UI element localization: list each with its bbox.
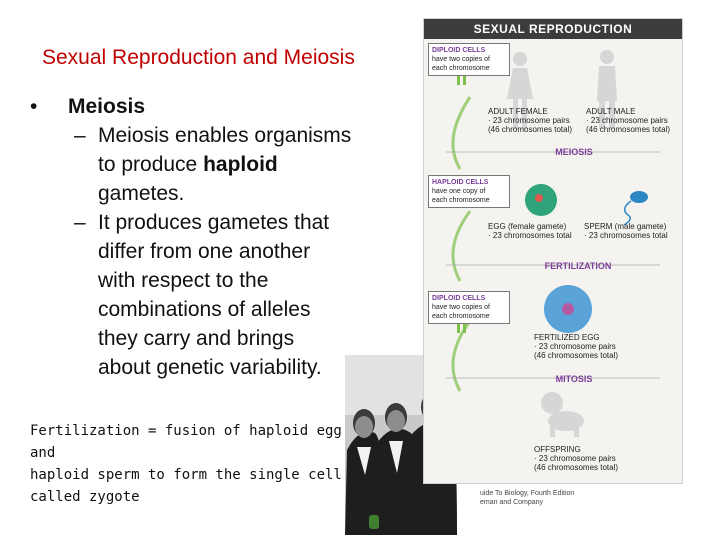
box-title: DIPLOID CELLS	[432, 295, 486, 302]
offspring-label	[534, 445, 618, 472]
box-line: each chromosome	[432, 197, 490, 204]
egg-label	[488, 222, 572, 240]
label-line: · 23 chromosome pairs	[534, 342, 616, 351]
bullet-meiosis-label: Meiosis	[68, 95, 146, 118]
sub-bullet-2-line: with respect to the	[98, 269, 269, 292]
label-title: EGG (female gamete)	[488, 222, 567, 231]
stage-mitosis: MITOSIS	[555, 374, 593, 384]
label-line: (46 chromosomes total)	[488, 125, 573, 134]
sub-bullet-1-bold: haploid	[203, 153, 278, 176]
dash-mark: –	[74, 124, 86, 147]
label-line: (46 chromosomes total)	[586, 125, 671, 134]
sub-bullet-2-line: combinations of alleles	[98, 298, 311, 321]
haploid-cells-box	[428, 175, 510, 208]
sub-bullet-1-text: to produce	[98, 153, 204, 176]
note-line: called zygote	[30, 489, 140, 505]
box-title: HAPLOID CELLS	[432, 179, 489, 186]
label-title: OFFSPRING	[534, 445, 581, 454]
sub-bullet-2-line: they carry and brings	[98, 327, 295, 350]
stage-fertilization: FERTILIZATION	[544, 261, 612, 271]
label-title: FERTILIZED EGG	[534, 333, 600, 342]
slide-title: Sexual Reproduction and Meiosis	[42, 46, 355, 69]
sperm-cell-icon	[624, 191, 648, 225]
credit-line: uide To Biology, Fourth Edition	[480, 490, 575, 497]
bullet-meiosis	[30, 92, 400, 121]
box-line: each chromosome	[432, 313, 490, 320]
sub-bullet-2-line: It produces gametes that	[98, 211, 330, 234]
sub-bullet-2-line: differ from one another	[98, 240, 311, 263]
sexual-reproduction-diagram	[423, 18, 683, 506]
fertilization-note	[30, 420, 370, 508]
box-line: each chromosome	[432, 65, 490, 72]
sub-bullet-1-line3: gametes.	[98, 182, 185, 205]
label-line: · 23 chromosome pairs	[534, 454, 616, 463]
label-title: ADULT FEMALE	[488, 107, 548, 116]
credit-line: eman and Company	[480, 499, 544, 506]
label-title: ADULT MALE	[586, 107, 636, 116]
bullet-dot: •	[30, 95, 38, 118]
note-line: Fertilization = fusion of haploid egg and	[30, 423, 342, 461]
label-line: · 23 chromosomes total	[488, 231, 572, 240]
timeline-arc	[453, 321, 470, 391]
box-line: have two copies of	[432, 56, 490, 63]
box-line: have one copy of	[432, 188, 486, 195]
sub-bullet-1	[30, 121, 400, 208]
adult-male-label	[586, 107, 670, 134]
sperm-label	[584, 222, 668, 240]
note-line: haploid sperm to form the single cell	[30, 467, 342, 483]
sub-bullet-1-line1: Meiosis enables organisms	[98, 124, 352, 147]
diagram-graphics	[424, 19, 682, 483]
label-title: SPERM (male gamete)	[584, 222, 667, 231]
timeline-arc	[453, 211, 470, 281]
fertilized-egg-label	[534, 333, 618, 360]
sub-bullet-2-line: about genetic variability.	[98, 356, 322, 379]
sub-bullet-1-line2	[98, 150, 400, 179]
label-line: · 23 chromosome pairs	[488, 116, 570, 125]
box-line: have two copies of	[432, 304, 490, 311]
stage-meiosis: MEIOSIS	[555, 147, 593, 157]
label-line: (46 chromosomes total)	[534, 463, 619, 472]
diploid-cells-box-lower	[428, 291, 510, 324]
source-credit	[480, 489, 574, 507]
timeline-arc	[453, 97, 470, 169]
label-line: (46 chromosomes total)	[534, 351, 619, 360]
label-line: · 23 chromosomes total	[584, 231, 668, 240]
dash-mark: –	[74, 211, 86, 234]
box-title: DIPLOID CELLS	[432, 47, 486, 54]
bullet-list	[30, 92, 400, 382]
label-line: · 23 chromosome pairs	[586, 116, 668, 125]
baby-silhouette-icon	[541, 392, 584, 437]
adult-female-label	[488, 107, 572, 134]
diploid-cells-box	[428, 43, 510, 76]
diagram-header: SEXUAL REPRODUCTION	[424, 19, 682, 39]
